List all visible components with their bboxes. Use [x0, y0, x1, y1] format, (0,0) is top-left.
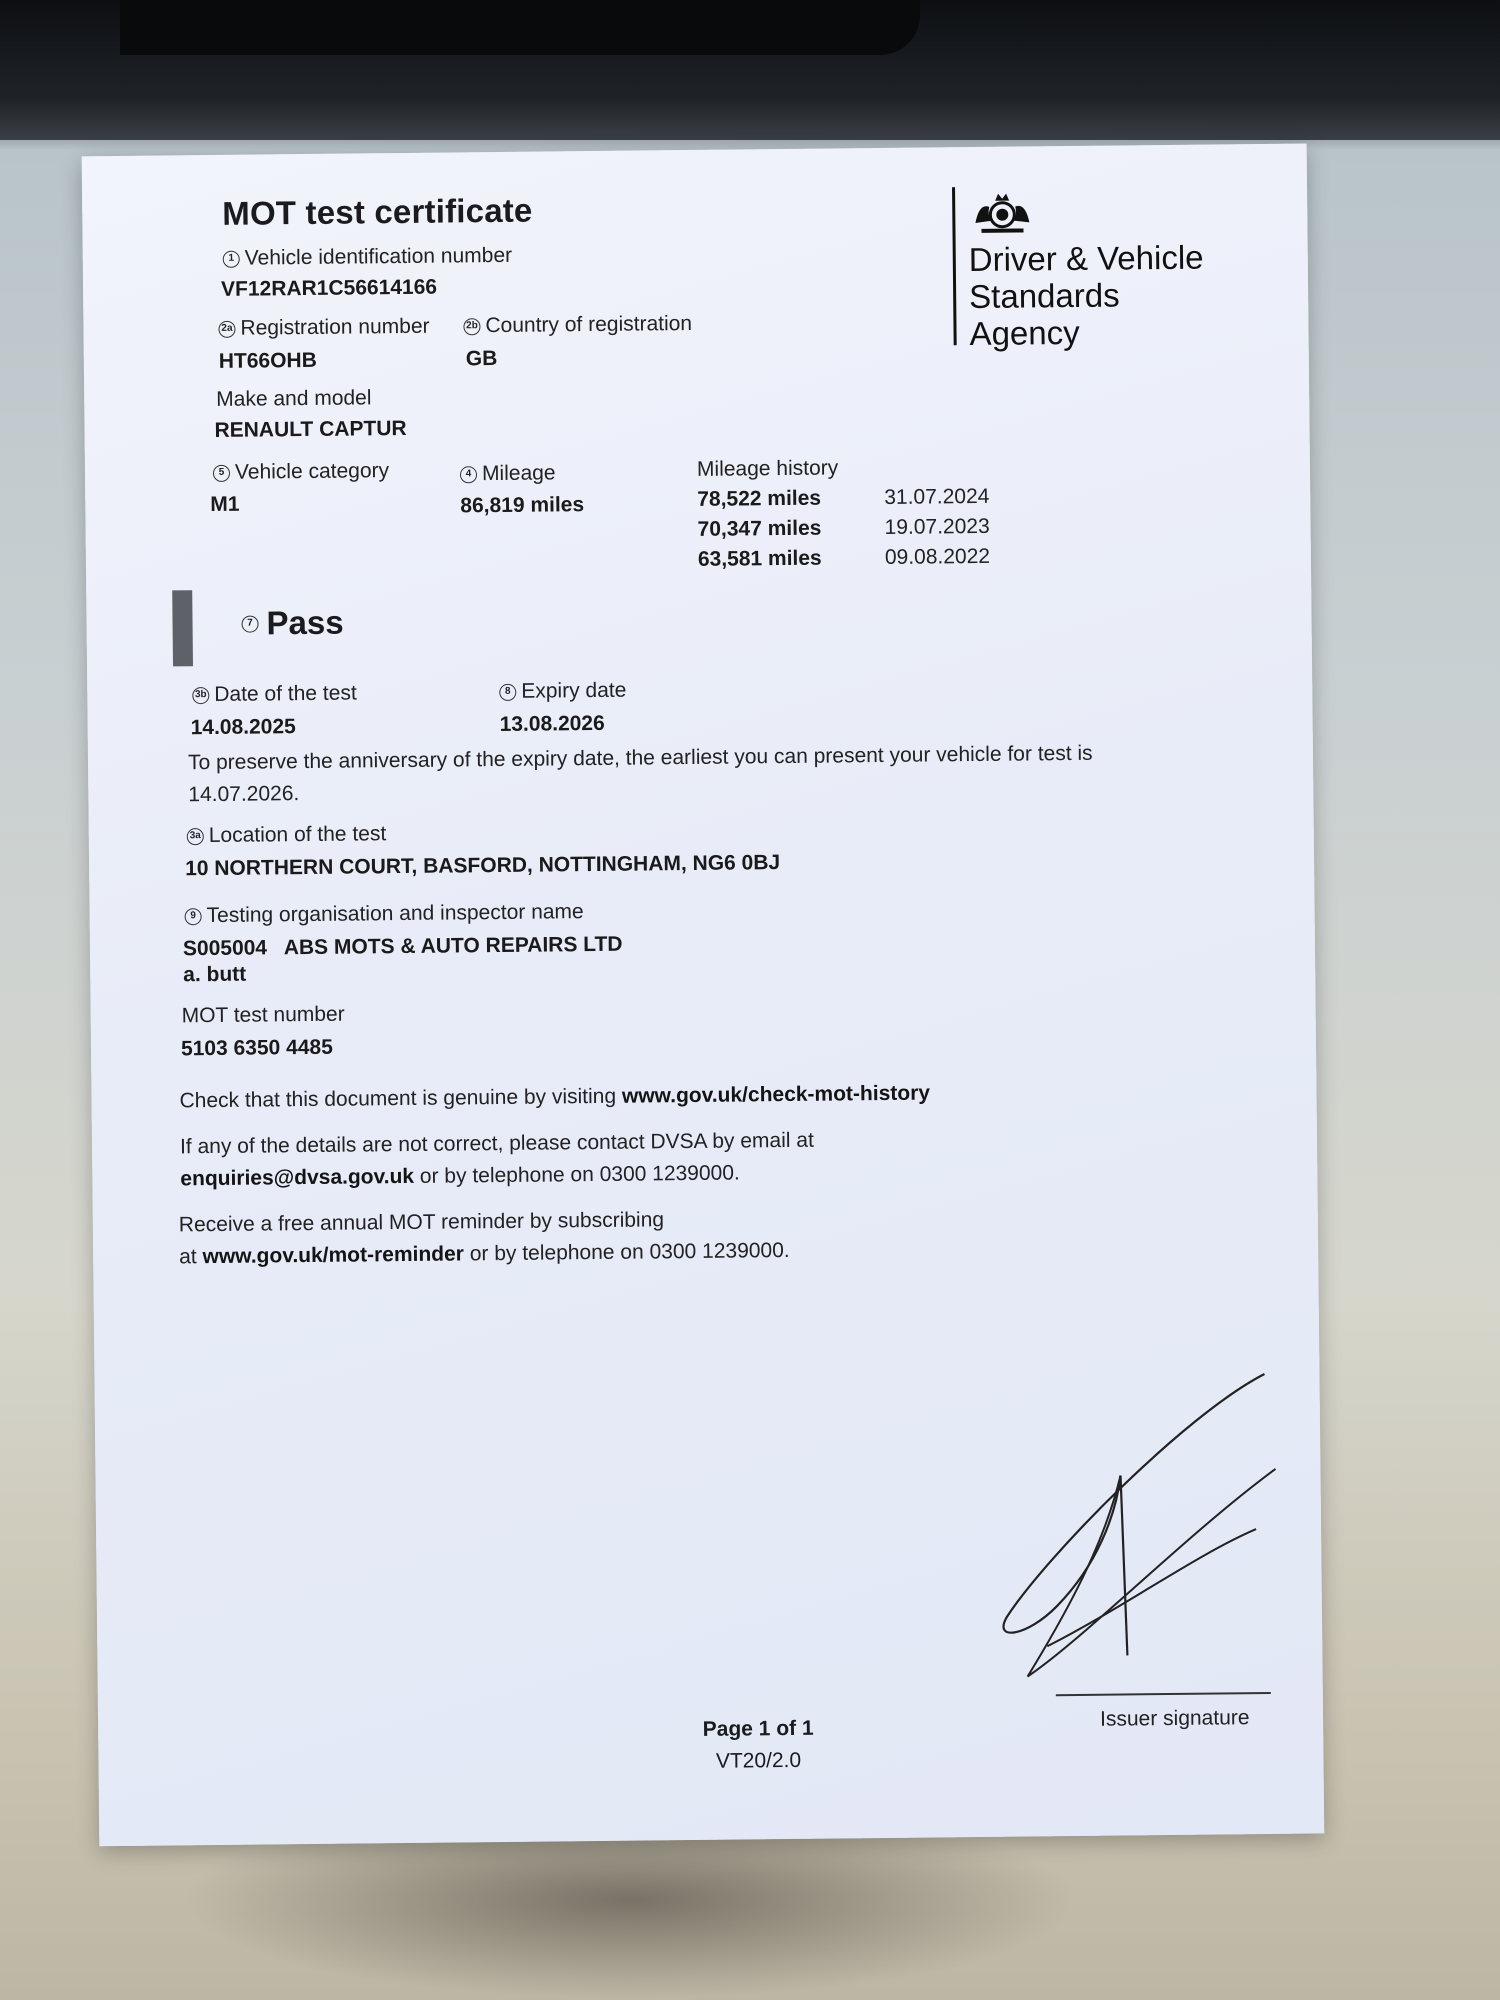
expiry-value: 13.08.2026 [499, 711, 605, 736]
agency-name [969, 239, 1205, 352]
category-label: Vehicle category [234, 459, 390, 484]
country-value: GB [465, 346, 498, 371]
registration-value: HT66OHB [218, 348, 317, 373]
document-title: MOT test certificate [222, 191, 533, 232]
reminder-post: or by telephone on 0300 1239000. [469, 1238, 790, 1266]
field-number-badge: 4 [460, 466, 477, 483]
field-number-badge: 7 [241, 615, 258, 632]
check-text: Check that this document is genuine by visiting [179, 1084, 617, 1113]
reminder-pre: at [179, 1245, 197, 1269]
make-model-value: RENAULT CAPTUR [214, 416, 407, 442]
agency-name-line: Driver & Vehicle [968, 238, 1204, 279]
vin-label: Vehicle identification number [244, 243, 513, 270]
field-number-badge: 5 [213, 464, 230, 481]
organisation-value [183, 933, 623, 962]
reminder-text [179, 1198, 1220, 1273]
vin-label-row [223, 244, 513, 271]
inspector-name: a. butt [183, 962, 247, 987]
wiper-blade [120, 0, 920, 55]
reminder-line1: Receive a free annual MOT reminder by subscribing [178, 1208, 665, 1237]
test-result [241, 604, 343, 643]
category-label-row [213, 459, 389, 485]
make-model-label: Make and model [216, 386, 372, 411]
location-value: 10 NORTHERN COURT, BASFORD, NOTTINGHAM, NG6 0BJ [185, 851, 781, 881]
mileage-history-row [697, 485, 989, 518]
field-number-badge: 8 [499, 683, 516, 700]
contact-line1: If any of the details are not correct, please contact DVSA by email at [179, 1128, 814, 1159]
mot-reminder-link[interactable]: www.gov.uk/mot-reminder [202, 1242, 465, 1269]
history-miles: 70,347 miles [697, 516, 822, 541]
history-date: 31.07.2024 [884, 484, 990, 509]
country-label-row [463, 312, 692, 338]
agency-divider [952, 187, 957, 345]
check-genuine-text [179, 1074, 1219, 1117]
page-number: Page 1 of 1 [702, 1716, 814, 1741]
windscreen-background [0, 0, 1500, 140]
test-date-label-row [192, 681, 357, 707]
field-number-badge: 3b [192, 687, 209, 704]
history-miles: 78,522 miles [697, 486, 822, 511]
vin-value: VF12RAR1C56614166 [220, 275, 438, 301]
category-value: M1 [210, 492, 240, 516]
location-label-row [187, 822, 387, 848]
result-value: Pass [266, 603, 344, 642]
test-date-label: Date of the test [214, 681, 357, 706]
result-bar [172, 590, 193, 666]
mileage-label-row [460, 461, 556, 486]
organisation-name: ABS MOTS & AUTO REPAIRS LTD [283, 932, 623, 960]
mileage-history-row [698, 545, 990, 578]
mileage-history-label: Mileage history [696, 456, 839, 481]
location-label: Location of the test [208, 822, 387, 848]
issuer-signature-scribble [984, 1354, 1288, 1697]
organisation-label: Testing organisation and inspector name [206, 900, 584, 928]
contact-line2: or by telephone on 0300 1239000. [419, 1161, 740, 1188]
contact-email-link[interactable]: enquiries@dvsa.gov.uk [180, 1164, 415, 1191]
field-number-badge: 2b [463, 318, 480, 335]
registration-label-row [218, 315, 429, 341]
mileage-history-list [697, 485, 990, 578]
mileage-label: Mileage [481, 461, 556, 486]
organisation-code: S005004 [182, 936, 268, 961]
field-number-badge: 2a [218, 320, 235, 337]
mileage-value: 86,819 miles [460, 493, 585, 518]
contact-text [180, 1120, 1221, 1195]
mileage-history-row [697, 515, 989, 548]
test-date-value: 14.08.2025 [190, 715, 296, 740]
country-label: Country of registration [485, 311, 693, 338]
signature-caption: Issuer signature [1099, 1706, 1250, 1731]
field-number-badge: 1 [223, 250, 240, 267]
agency-name-line: Agency [969, 313, 1080, 353]
royal-crest-icon [967, 188, 1037, 237]
mot-certificate-page [82, 143, 1325, 1846]
anniversary-note: To preserve the anniversary of the expiry date, the earliest you can present your vehicle for test is 14.07.2026. [187, 741, 1093, 807]
form-number: VT20/2.0 [715, 1748, 802, 1773]
test-number-label: MOT test number [181, 1002, 345, 1028]
field-number-badge: 9 [185, 908, 202, 925]
expiry-label-row [499, 679, 626, 704]
history-date: 09.08.2022 [884, 544, 991, 569]
field-number-badge: 3a [187, 828, 204, 845]
test-number-value: 5103 6350 4485 [180, 1035, 333, 1061]
agency-name-line: Standards [968, 276, 1120, 316]
expiry-label: Expiry date [521, 678, 627, 703]
history-date: 19.07.2023 [884, 514, 990, 539]
organisation-label-row [184, 900, 583, 928]
check-mot-history-link[interactable]: www.gov.uk/check-mot-history [621, 1081, 931, 1108]
registration-label: Registration number [240, 314, 430, 340]
history-miles: 63,581 miles [697, 546, 822, 571]
